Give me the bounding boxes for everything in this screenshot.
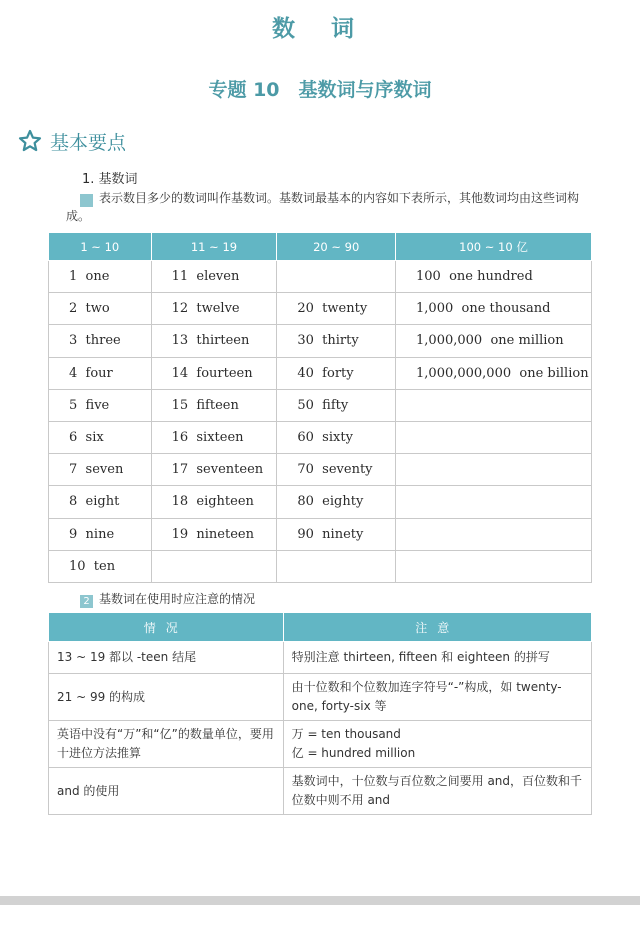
table-cell: 50 fifty	[277, 389, 396, 421]
table-row	[49, 721, 592, 768]
table-row	[49, 518, 592, 550]
table-cell: 100 one hundred	[396, 261, 592, 293]
table-row	[49, 642, 592, 674]
subsection-heading: 1. 基数词	[82, 172, 138, 187]
table-cell: 90 ninety	[277, 518, 396, 550]
chapter-title: 数 词	[271, 16, 368, 42]
page-bottom-margin	[0, 905, 640, 928]
table-row	[49, 261, 592, 293]
table-header-row	[49, 233, 592, 261]
table-row	[49, 421, 592, 453]
table-cell	[151, 550, 277, 582]
table-cell: 12 twelve	[151, 293, 277, 325]
table-cell	[277, 550, 396, 582]
column-header: 1 ~ 10	[49, 233, 152, 261]
table-cell: 11 eleven	[151, 261, 277, 293]
column-header: 注意	[283, 613, 591, 642]
table-cell: 15 fifteen	[151, 389, 277, 421]
column-header: 情况	[49, 613, 284, 642]
table-cell	[277, 261, 396, 293]
topic-title: 专题 10 基数词与序数词	[208, 79, 432, 101]
table-cell: 特别注意 thirteen, fifteen 和 eighteen 的拼写	[283, 642, 591, 674]
table-cell: 4 four	[49, 357, 152, 389]
table-cell: 6 six	[49, 421, 152, 453]
cardinal-number-table	[48, 232, 592, 583]
table-cell: 5 five	[49, 389, 152, 421]
table-cell	[396, 486, 592, 518]
number-badge: 2	[80, 595, 93, 608]
column-header: 11 ~ 19	[151, 233, 277, 261]
table-cell: 2 two	[49, 293, 152, 325]
table-cell: 30 thirty	[277, 325, 396, 357]
table-cell	[396, 518, 592, 550]
table-cell: 10 ten	[49, 550, 152, 582]
table-cell: 17 seventeen	[151, 454, 277, 486]
table-cell: and 的使用	[49, 768, 284, 815]
table-cell	[396, 550, 592, 582]
table-row	[49, 674, 592, 721]
table-cell: 21 ~ 99 的构成	[49, 674, 284, 721]
table-row	[49, 768, 592, 815]
table-cell: 3 three	[49, 325, 152, 357]
notes-heading-text: 基数词在使用时应注意的情况	[99, 592, 256, 606]
table-cell: 由十位数和个位数加连字符号“-”构成，如 twenty-one, forty-six 等	[283, 674, 591, 721]
table-cell: 英语中没有“万”和“亿”的数量单位，要用十进位方法推算	[49, 721, 284, 768]
table-row	[49, 454, 592, 486]
table-row	[49, 486, 592, 518]
star-icon	[18, 129, 42, 153]
table-cell: 1 one	[49, 261, 152, 293]
table-cell: 9 nine	[49, 518, 152, 550]
table-cell: 18 eighteen	[151, 486, 277, 518]
table-cell: 1,000 one thousand	[396, 293, 592, 325]
table-cell: 40 forty	[277, 357, 396, 389]
table-cell: 20 twenty	[277, 293, 396, 325]
number-badge: 1	[80, 194, 93, 207]
column-header: 20 ~ 90	[277, 233, 396, 261]
table-cell	[396, 421, 592, 453]
page-bottom-bar	[0, 896, 640, 905]
table-header-row	[49, 613, 592, 642]
section-title: 基本要点	[50, 131, 127, 154]
table-cell: 80 eighty	[277, 486, 396, 518]
table-row	[49, 293, 592, 325]
column-header: 100 ~ 10 亿	[396, 233, 592, 261]
table-row	[49, 389, 592, 421]
table-cell: 60 sixty	[277, 421, 396, 453]
table-cell: 万 = ten thousand 亿 = hundred million	[283, 721, 591, 768]
table-cell: 7 seven	[49, 454, 152, 486]
table-cell: 1,000,000,000 one billion	[396, 357, 592, 389]
intro-text: 表示数目多少的数词叫作基数词。基数词最基本的内容如下表所示，其他数词均由这些词构成。	[66, 191, 580, 223]
table-cell: 基数词中，十位数与百位数之间要用 and，百位数和千位数中则不用 and	[283, 768, 591, 815]
intro-paragraph	[66, 189, 590, 225]
table-cell	[396, 389, 592, 421]
table-row	[49, 325, 592, 357]
table-cell: 14 fourteen	[151, 357, 277, 389]
table-cell: 16 sixteen	[151, 421, 277, 453]
table-row	[49, 550, 592, 582]
table-cell: 13 ~ 19 都以 -teen 结尾	[49, 642, 284, 674]
section-heading	[18, 126, 126, 156]
table-cell: 19 nineteen	[151, 518, 277, 550]
table-row	[49, 357, 592, 389]
table-cell: 70 seventy	[277, 454, 396, 486]
table-cell: 1,000,000 one million	[396, 325, 592, 357]
notes-heading	[80, 590, 255, 608]
table-cell: 8 eight	[49, 486, 152, 518]
usage-notes-table	[48, 612, 592, 815]
table-cell: 13 thirteen	[151, 325, 277, 357]
table-cell	[396, 454, 592, 486]
